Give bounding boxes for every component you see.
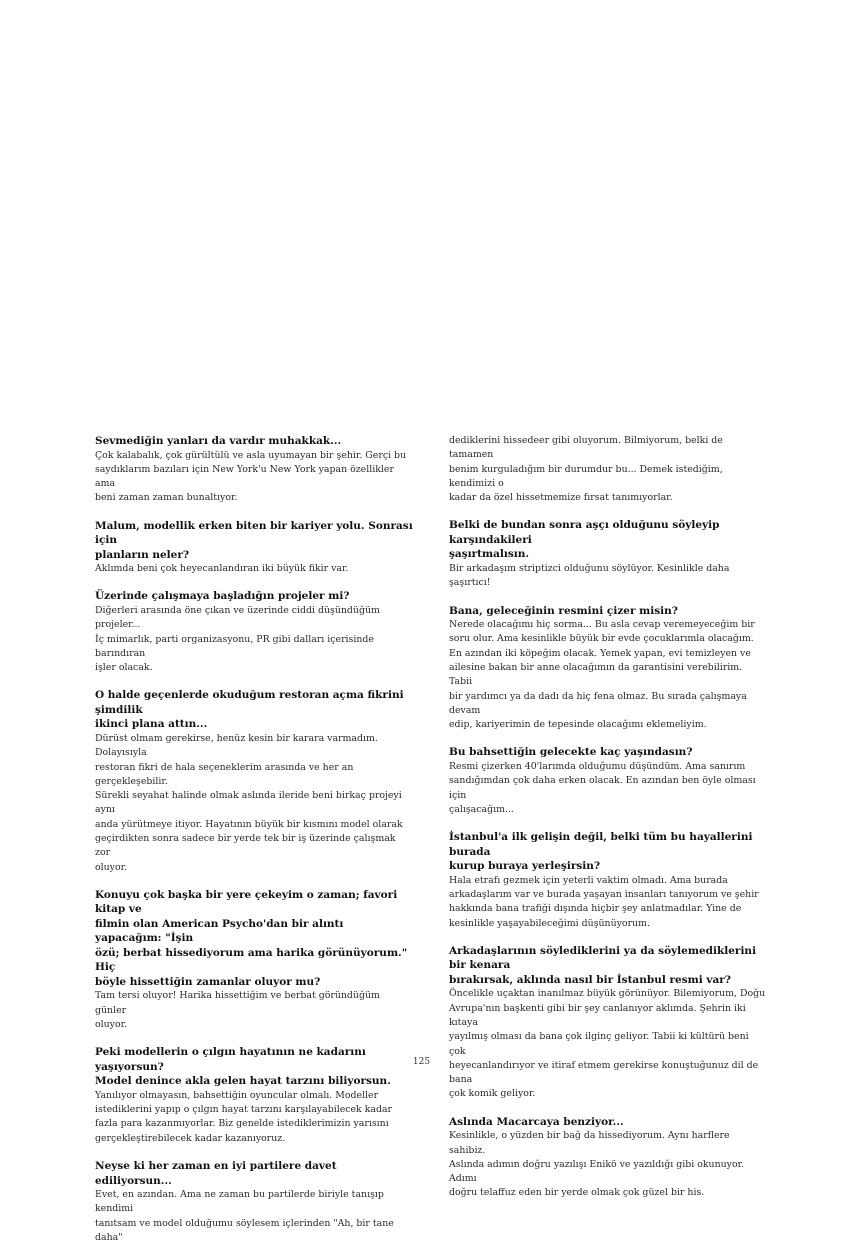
- question: Üzerinde çalışmaya başladığın projeler mi?: [95, 590, 350, 603]
- qa-block: [95, 688, 413, 874]
- answer: Evet, en azından. Ama ne zaman bu partilerde biriyle tanışıp kendimi tanıtsam ve model olduğumu söylesem içlerinden "Ah, bir tane daha": [95, 1189, 394, 1243]
- answer: Tam tersi oluyor! Harika hissettiğim ve berbat göründüğüm günler oluyor.: [95, 990, 380, 1031]
- qa-block: [95, 888, 413, 1032]
- question: Neyse ki her zaman en iyi partilere davet ediliyorsun...: [95, 1160, 337, 1187]
- answer: Hala etrafı gezmek için yeterli vaktim olmadı. Ama burada arkadaşlarım var ve burada yaşayan insanları tanıyorum ve şehir hakkında bana trafiği dışında hiçbir şey anlatmadılar. Yine de kesinlikle yaşayabileceğimi düşünüyorum.: [449, 874, 759, 929]
- qa-block: [449, 944, 767, 1102]
- qa-block: [449, 745, 767, 817]
- answer: Yanılıyor olmayasın, bahsettiğin oyuncular olmalı. Modeller istediklerini yapıp o çılgın hayat tarzını karşılayabilecek kadar fazla para kazanmıyorlar. Biz genelde istediklerimizin yarısını gerçekleştirebilecek kadar kazanıyoruz.: [95, 1089, 393, 1144]
- answer: Bir arkadaşım striptizci olduğunu söylüyor. Kesinlikle daha şaşırtıcı!: [449, 562, 730, 589]
- question: Belki de bundan sonra aşçı olduğunu söyleyip karşındakileri şaşırtmalısın.: [449, 519, 720, 561]
- question: Aslında Macarcaya benziyor...: [449, 1115, 624, 1128]
- left-column: [95, 434, 413, 1258]
- question: Arkadaşlarının söylediklerini ya da söylemediklerini bir kenara bırakırsak, aklında nasıl bir İstanbul resmi var?: [449, 944, 757, 986]
- answer: Nerede olacağımı hiç sorma... Bu asla cevap veremeyeceğim bir soru olur. Ama kesinlikle büyük bir evde çocuklarımla olacağım. En azından iki köpeğim olacak. Yemek yapan, evi temizleyen ve ailesine bakan bir anne olacağımın da garantisini verebilirim. Tabii bir yardımcı ya da dadı da hiç fena olmaz. Bu sırada çalışmaya devam edip, kariyerimin de tepesinde olacağımı eklemeliyim.: [449, 619, 755, 731]
- right-column: [449, 434, 767, 1214]
- question: Bu bahsettiğin gelecekte kaç yaşındasın?: [449, 746, 693, 759]
- question: Sevmediğin yanları da vardır muhakkak...: [95, 435, 342, 447]
- answer: Öncelikle uçaktan inanılmaz büyük görünüyor. Bilemiyorum, Doğu Avrupa'nın başkenti gibi bir şey canlanıyor aklımda. Şehrin iki kıtaya yayılmış olması da bana çok ilginç geliyor. Tabii ki kültürü beni çok heyecanlandırıyor ve itiraf etmem gerekirse konuştuğunuz dil de bana çok komik geliyor.: [449, 988, 766, 1100]
- answer: Diğerleri arasında öne çıkan ve üzerinde ciddi düşündüğüm projeler... İç mimarlık, parti organizasyonu, PR gibi dalları içerisinde barındıran işler olacak.: [95, 604, 380, 674]
- qa-block: [95, 589, 413, 675]
- qa-block: [95, 519, 413, 577]
- answer-continued: dediklerini hissedeer gibi oluyorum. Bilmiyorum, belki de tamamen benim kurguladığım bir durumdur bu... Demek istediğim, kendimizi o kadar da özel hissetmemize fırsat tanımıyorlar.: [449, 435, 723, 504]
- qa-block: [449, 518, 767, 590]
- answer: Dürüst olmam gerekirse, henüz kesin bir karara varmadım. Dolayısıyla restoran fikri de hala seçeneklerim arasında ve her an gerçekleşebilir. Sürekli seyahat halinde olmak aslında ileride beni birkaç projeyi aynı anda yürütmeye itiyor. Hayatının büyük bir kısmını model olarak geçirdikten sonra sadece bir yerde tek bir iş üzerinde çalışmak zor oluyor.: [95, 732, 403, 873]
- answer: Kesinlikle, o yüzden bir bağ da hissediyorum. Aynı harflere sahibiz. Aslında adımın doğru yazılışı Enikö ve yazıldığı gibi okunuyor. Adımı doğru telaffuz eden bir yerde olmak çok güzel bir his.: [449, 1130, 745, 1199]
- qa-block: [95, 434, 413, 506]
- question: Konuyu çok başka bir yere çekeyim o zaman; favori kitap ve filmin olan American Psycho'dan bir alıntı yapacağım: "İşin özü; berbat hissediyorum ama harika görünüyorum." Hiç böyle hissettiğin zamanlar oluyor mu?: [95, 888, 408, 988]
- answer: Resmi çizerken 40'larımda olduğumu düşündüm. Ama sanırım sandığımdan çok daha erken olacak. En azından ben öyle olması için çalışacağım...: [449, 760, 756, 815]
- question: O halde geçenlerde okuduğum restoran açma fikrini şimdilik ikinci plana attın...: [95, 689, 404, 731]
- question: Malum, modellik erken biten bir kariyer yolu. Sonrası için planların neler?: [95, 519, 413, 561]
- answer: Çok kalabalık, çok gürültülü ve asla uyumayan bir şehir. Gerçi bu saydıklarım bazıları için New York'u New York yapan özellikler ama beni zaman zaman bunaltıyor.: [95, 449, 407, 504]
- qa-block-continued: [449, 434, 767, 505]
- qa-block: [449, 830, 767, 931]
- question: Bana, geleceğinin resmini çizer misin?: [449, 604, 678, 617]
- question: İstanbul'a ilk gelişin değil, belki tüm bu hayallerini burada kurup buraya yerleşirsin?: [449, 831, 753, 873]
- qa-block: [449, 604, 767, 733]
- page-number: 125: [412, 1057, 431, 1067]
- qa-block: [449, 1115, 767, 1201]
- qa-block: [95, 1159, 413, 1245]
- answer: Aklımda beni çok heyecanlandıran iki büyük fikir var.: [95, 563, 349, 575]
- question: Peki modellerin o çılgın hayatının ne kadarını yaşıyorsun? Model denince akla gelen hayat tarzını biliyorsun.: [95, 1046, 391, 1088]
